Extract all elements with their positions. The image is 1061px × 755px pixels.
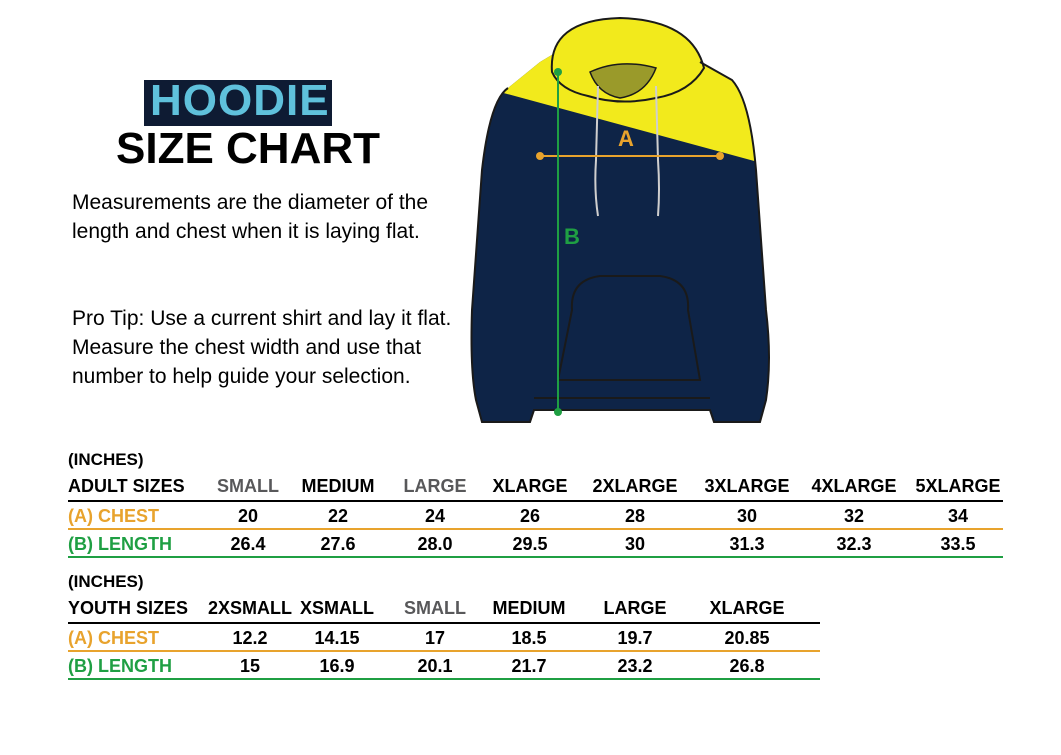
youth-size-col: SMALL bbox=[404, 598, 466, 618]
adult-size-col: MEDIUM bbox=[301, 476, 375, 496]
youth-length-value: 23.2 bbox=[617, 656, 653, 676]
adult-size-col: XLARGE bbox=[492, 476, 568, 496]
adult-chest-value: 34 bbox=[947, 506, 969, 526]
adult-size-col: 5XLARGE bbox=[915, 476, 1001, 496]
youth-size-col: XSMALL bbox=[300, 598, 374, 618]
youth-length-value: 15 bbox=[239, 656, 261, 676]
youth-unit-label: (INCHES) bbox=[68, 572, 144, 591]
youth-chest-value: 20.85 bbox=[724, 628, 770, 648]
adult-chest-label: (A) CHEST bbox=[68, 506, 159, 526]
title-size-chart: SIZE CHART bbox=[116, 124, 380, 173]
adult-size-col: 3XLARGE bbox=[704, 476, 790, 496]
measure-b-end-top bbox=[554, 68, 562, 76]
adult-sizes-label: ADULT SIZES bbox=[68, 476, 185, 496]
youth-length-divider bbox=[68, 678, 820, 680]
pro-tip-text: Pro Tip: Use a current shirt and lay it flat. Measure the chest width and use that number to help guide your selection. bbox=[72, 307, 452, 388]
adult-size-col: 2XLARGE bbox=[592, 476, 678, 496]
adult-length-value: 29.5 bbox=[512, 534, 548, 554]
youth-sizes-label: YOUTH SIZES bbox=[68, 598, 189, 618]
youth-chest-value: 17 bbox=[424, 628, 446, 648]
adult-length-value: 27.6 bbox=[320, 534, 356, 554]
adult-length-value: 28.0 bbox=[417, 534, 453, 554]
adult-size-col: 4XLARGE bbox=[811, 476, 897, 496]
youth-chest-value: 14.15 bbox=[314, 628, 360, 648]
measure-a-end-right bbox=[716, 152, 724, 160]
measure-a-label: A bbox=[618, 126, 634, 151]
adult-chest-value: 20 bbox=[237, 506, 259, 526]
adult-chest-value: 26 bbox=[519, 506, 541, 526]
title-hoodie: HOODIE bbox=[150, 76, 330, 125]
youth-chest-divider bbox=[68, 650, 820, 652]
adult-length-value: 33.5 bbox=[940, 534, 976, 554]
youth-size-col: XLARGE bbox=[709, 598, 785, 618]
youth-size-col: MEDIUM bbox=[492, 598, 566, 618]
adult-length-value: 31.3 bbox=[729, 534, 765, 554]
adult-chest-value: 28 bbox=[624, 506, 646, 526]
measure-a-end-left bbox=[536, 152, 544, 160]
adult-unit-label: (INCHES) bbox=[68, 450, 144, 469]
youth-length-value: 16.9 bbox=[319, 656, 355, 676]
adult-length-value: 32.3 bbox=[836, 534, 872, 554]
youth-header-row bbox=[68, 595, 820, 623]
description-text: Measurements are the diameter of the length and chest when it is laying flat. bbox=[72, 191, 429, 243]
adult-length-divider bbox=[68, 556, 1003, 558]
youth-length-row bbox=[68, 653, 820, 681]
adult-length-label: (B) LENGTH bbox=[68, 534, 172, 554]
measure-b-end-bottom bbox=[554, 408, 562, 416]
measure-b-label: B bbox=[564, 224, 580, 249]
adult-size-col: SMALL bbox=[217, 476, 279, 496]
adult-length-row bbox=[68, 531, 1003, 559]
adult-chest-value: 22 bbox=[327, 506, 349, 526]
youth-header-divider bbox=[68, 622, 820, 624]
hoodie-illustration bbox=[460, 10, 780, 435]
youth-length-value: 21.7 bbox=[511, 656, 547, 676]
youth-chest-label: (A) CHEST bbox=[68, 628, 159, 648]
youth-length-label: (B) LENGTH bbox=[68, 656, 172, 676]
youth-size-col: LARGE bbox=[603, 598, 667, 618]
adult-header-row bbox=[68, 473, 1003, 501]
adult-size-col: LARGE bbox=[403, 476, 467, 496]
adult-chest-divider bbox=[68, 528, 1003, 530]
adult-length-value: 26.4 bbox=[230, 534, 266, 554]
adult-chest-value: 30 bbox=[736, 506, 758, 526]
youth-chest-value: 19.7 bbox=[617, 628, 653, 648]
adult-chest-value: 32 bbox=[843, 506, 865, 526]
youth-chest-value: 18.5 bbox=[511, 628, 547, 648]
adult-header-divider bbox=[68, 500, 1003, 502]
adult-chest-value: 24 bbox=[424, 506, 446, 526]
youth-length-value: 26.8 bbox=[729, 656, 765, 676]
youth-chest-value: 12.2 bbox=[232, 628, 268, 648]
youth-size-col: 2XSMALL bbox=[207, 598, 292, 618]
youth-chest-row bbox=[68, 625, 820, 653]
adult-chest-row bbox=[68, 503, 1003, 531]
youth-length-value: 20.1 bbox=[417, 656, 453, 676]
adult-length-value: 30 bbox=[624, 534, 646, 554]
